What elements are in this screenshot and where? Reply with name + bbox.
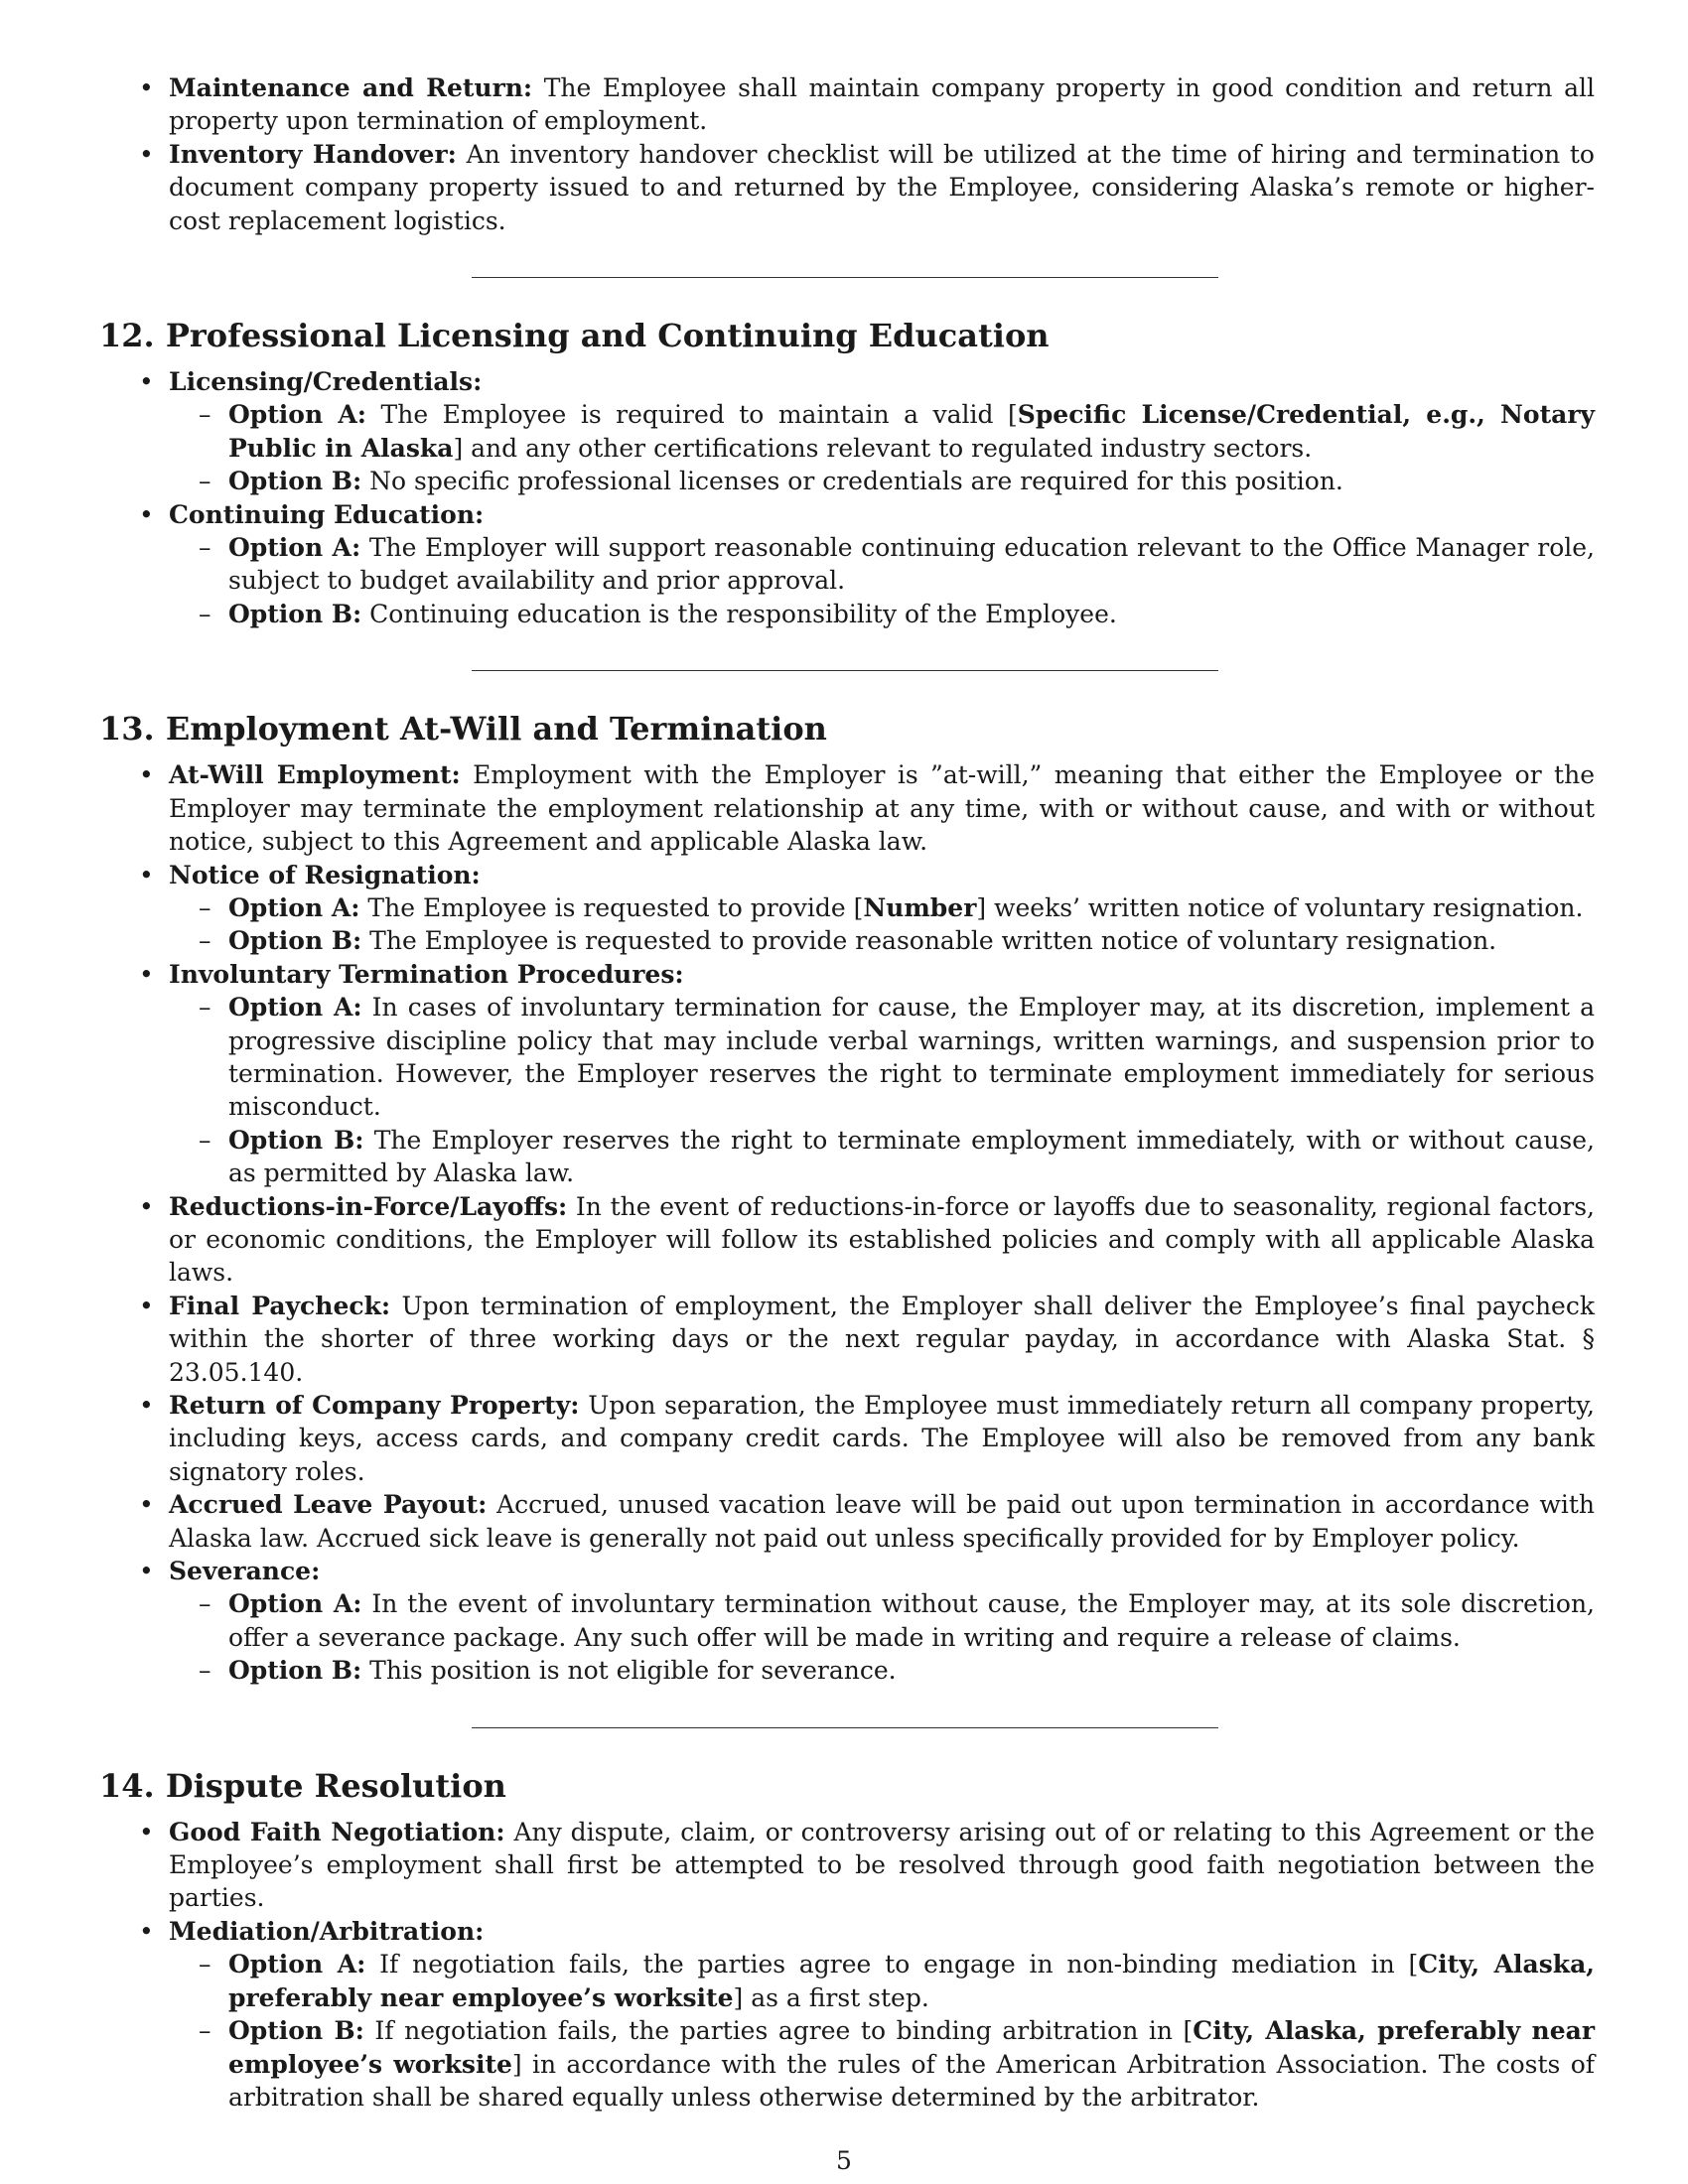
bullet-term: Involuntary Termination Procedures: bbox=[169, 959, 684, 989]
option-text: In cases of involuntary termination for cause, the Employer may, at its discretion, implement a progressive discipline policy that may include verbal warnings, written warnings, and suspension prior to termination. However, the Employer reserves the right to terminate employment immediately for serious misconduct. bbox=[228, 993, 1595, 1122]
bullet-term: Licensing/Credentials: bbox=[169, 367, 483, 397]
document-page bbox=[99, 73, 1596, 2124]
section-13-title: 13. Employment At-Will and Termination bbox=[99, 710, 827, 749]
option-item bbox=[228, 398, 1595, 465]
option-text: Continuing education is the responsibility of the Employee. bbox=[361, 599, 1117, 628]
placeholder-text: City, Alaska, preferably near employee’s worksite bbox=[228, 2016, 1595, 2079]
bullet-term: Mediation/Arbitration: bbox=[169, 1916, 485, 1946]
section-14-list bbox=[169, 1816, 1595, 2115]
bullet-term: Severance: bbox=[169, 1557, 321, 1586]
option-label: Option B: bbox=[228, 926, 362, 956]
option-label: Option B: bbox=[228, 1656, 362, 1686]
list-item bbox=[169, 1290, 1595, 1389]
list-item bbox=[169, 1555, 1595, 1688]
section-12-title: 12. Professional Licensing and Continuing Education bbox=[99, 317, 1050, 355]
option-text: The Employee is requested to provide [ bbox=[359, 892, 864, 922]
option-item bbox=[228, 531, 1595, 598]
sub-list bbox=[169, 991, 1595, 1189]
list-item bbox=[169, 71, 1595, 138]
list-item bbox=[169, 859, 1595, 958]
bullet-term: Notice of Resignation: bbox=[169, 860, 481, 889]
property-bullets bbox=[169, 71, 1595, 237]
list-item bbox=[169, 1190, 1595, 1290]
bullet-text: Upon separation, the Employee must immediately return all company property, including keys, access cards, and company credit cards. The Employee will also be removed from any bank signatory roles. bbox=[169, 1391, 1595, 1486]
option-label: Option A: bbox=[228, 533, 361, 563]
sub-list bbox=[169, 398, 1595, 497]
option-item bbox=[228, 1654, 1595, 1687]
option-text: ] weeks’ written notice of voluntary resignation. bbox=[976, 892, 1584, 922]
option-text: The Employer reserves the right to terminate employment immediately, with or without cause, as permitted by Alaska law. bbox=[228, 1125, 1596, 1188]
bullet-term: Continuing Education: bbox=[169, 499, 485, 529]
bullet-text: Accrued, unused vacation leave will be paid out upon termination in accordance with Alaska law. Accrued sick leave is generally not paid out unless specifically provided for by Employer policy. bbox=[169, 1490, 1595, 1553]
list-item bbox=[169, 138, 1595, 237]
option-label: Option B: bbox=[228, 1125, 364, 1155]
option-text: ] as a first step. bbox=[733, 1982, 929, 2012]
option-label: Option B: bbox=[228, 599, 362, 628]
bullet-text: Employment with the Employer is ”at-will,” meaning that either the Employee or the Employer may terminate the employment relationship at any time, with or without cause, and with or without notice, subject to this Agreement and applicable Alaska law. bbox=[169, 760, 1595, 857]
option-text: The Employee is required to maintain a valid [ bbox=[366, 400, 1018, 430]
list-item bbox=[169, 1389, 1595, 1488]
list-item bbox=[169, 758, 1595, 858]
option-item bbox=[228, 1124, 1595, 1190]
bullet-text: Upon termination of employment, the Employer shall deliver the Employee’s final paycheck within the shorter of three working days or the next regular payday, in accordance with Alaska Stat. § 23.05.140. bbox=[169, 1291, 1595, 1387]
bullet-term: Inventory Handover: bbox=[169, 139, 457, 169]
sub-list bbox=[169, 891, 1595, 958]
option-label: Option B: bbox=[228, 467, 362, 496]
option-text: No specific professional licenses or credentials are required for this position. bbox=[361, 467, 1343, 496]
bullet-term: Final Paycheck: bbox=[169, 1291, 391, 1320]
section-divider bbox=[472, 277, 1218, 278]
option-label: Option A: bbox=[228, 993, 362, 1023]
bullet-term: Reductions-in-Force/Layoffs: bbox=[169, 1191, 568, 1221]
option-text: The Employer will support reasonable continuing education relevant to the Office Manager role, subject to budget availability and prior approval. bbox=[228, 533, 1595, 596]
option-item bbox=[228, 924, 1595, 957]
option-item bbox=[228, 1948, 1595, 2014]
page-number: 5 bbox=[836, 2146, 852, 2175]
placeholder-text: City, Alaska, preferably near employee’s worksite bbox=[228, 1950, 1595, 2012]
option-item bbox=[228, 991, 1595, 1124]
list-item bbox=[169, 1915, 1595, 2114]
option-label: Option A: bbox=[228, 1950, 366, 1979]
option-label: Option A: bbox=[228, 1589, 362, 1619]
option-item bbox=[228, 891, 1595, 924]
sub-list bbox=[169, 1587, 1595, 1687]
bullet-term: Maintenance and Return: bbox=[169, 73, 533, 102]
list-item bbox=[169, 1816, 1595, 1915]
option-text: If negotiation fails, the parties agree to engage in non-binding mediation in [ bbox=[365, 1950, 1419, 1979]
section-14-title: 14. Dispute Resolution bbox=[99, 1766, 506, 1805]
section-divider bbox=[472, 670, 1218, 671]
option-text: The Employee is requested to provide reasonable written notice of voluntary resignation. bbox=[361, 926, 1497, 956]
section-12-list bbox=[169, 365, 1595, 630]
option-text: In the event of involuntary termination without cause, the Employer may, at its sole discretion, offer a severance package. Any such offer will be made in writing and require a release of claims. bbox=[228, 1589, 1596, 1652]
option-item bbox=[228, 465, 1595, 497]
placeholder-text: Specific License/Credential, e.g., Notary Public in Alaska bbox=[228, 400, 1596, 463]
option-label: Option A: bbox=[228, 400, 367, 430]
sub-list bbox=[169, 531, 1595, 630]
bullet-term: Accrued Leave Payout: bbox=[169, 1490, 488, 1520]
bullet-text: The Employee shall maintain company property in good condition and return all property upon termination of employment. bbox=[169, 73, 1595, 136]
option-text: ] in accordance with the rules of the American Arbitration Association. The costs of arbitration shall be shared equally unless otherwise determined by the arbitrator. bbox=[228, 2049, 1596, 2112]
bullet-term: Good Faith Negotiation: bbox=[169, 1817, 505, 1846]
option-label: Option B: bbox=[228, 2016, 364, 2046]
list-item bbox=[169, 498, 1595, 631]
option-item bbox=[228, 1587, 1595, 1654]
option-item bbox=[228, 598, 1595, 630]
section-13-list bbox=[169, 758, 1595, 1687]
bullet-term: Return of Company Property: bbox=[169, 1391, 580, 1420]
list-item bbox=[169, 1488, 1595, 1555]
sub-list bbox=[169, 1948, 1595, 2114]
placeholder-text: Number bbox=[863, 892, 977, 922]
option-text: ] and any other certifications relevant to regulated industry sectors. bbox=[453, 433, 1313, 463]
option-text: If negotiation fails, the parties agree to binding arbitration in [ bbox=[363, 2016, 1194, 2046]
bullet-text: An inventory handover checklist will be utilized at the time of hiring and termination to document company property issued to and returned by the Employee, considering Alaska’s remote or higher-cost replacement logistics. bbox=[169, 139, 1595, 235]
section-divider bbox=[472, 1727, 1218, 1728]
bullet-term: At-Will Employment: bbox=[169, 760, 461, 790]
bullet-text: In the event of reductions-in-force or layoffs due to seasonality, regional factors, or economic conditions, the Employer will follow its established policies and comply with all applicable Alaska laws. bbox=[169, 1191, 1595, 1288]
list-item bbox=[169, 958, 1595, 1190]
list-item bbox=[169, 365, 1595, 498]
option-text: This position is not eligible for severance. bbox=[361, 1656, 897, 1686]
bullet-text: Any dispute, claim, or controversy arising out of or relating to this Agreement or the Employee’s employment shall first be attempted to be resolved through good faith negotiation between the parties. bbox=[169, 1817, 1595, 1913]
option-label: Option A: bbox=[228, 892, 360, 922]
option-item bbox=[228, 2014, 1595, 2114]
